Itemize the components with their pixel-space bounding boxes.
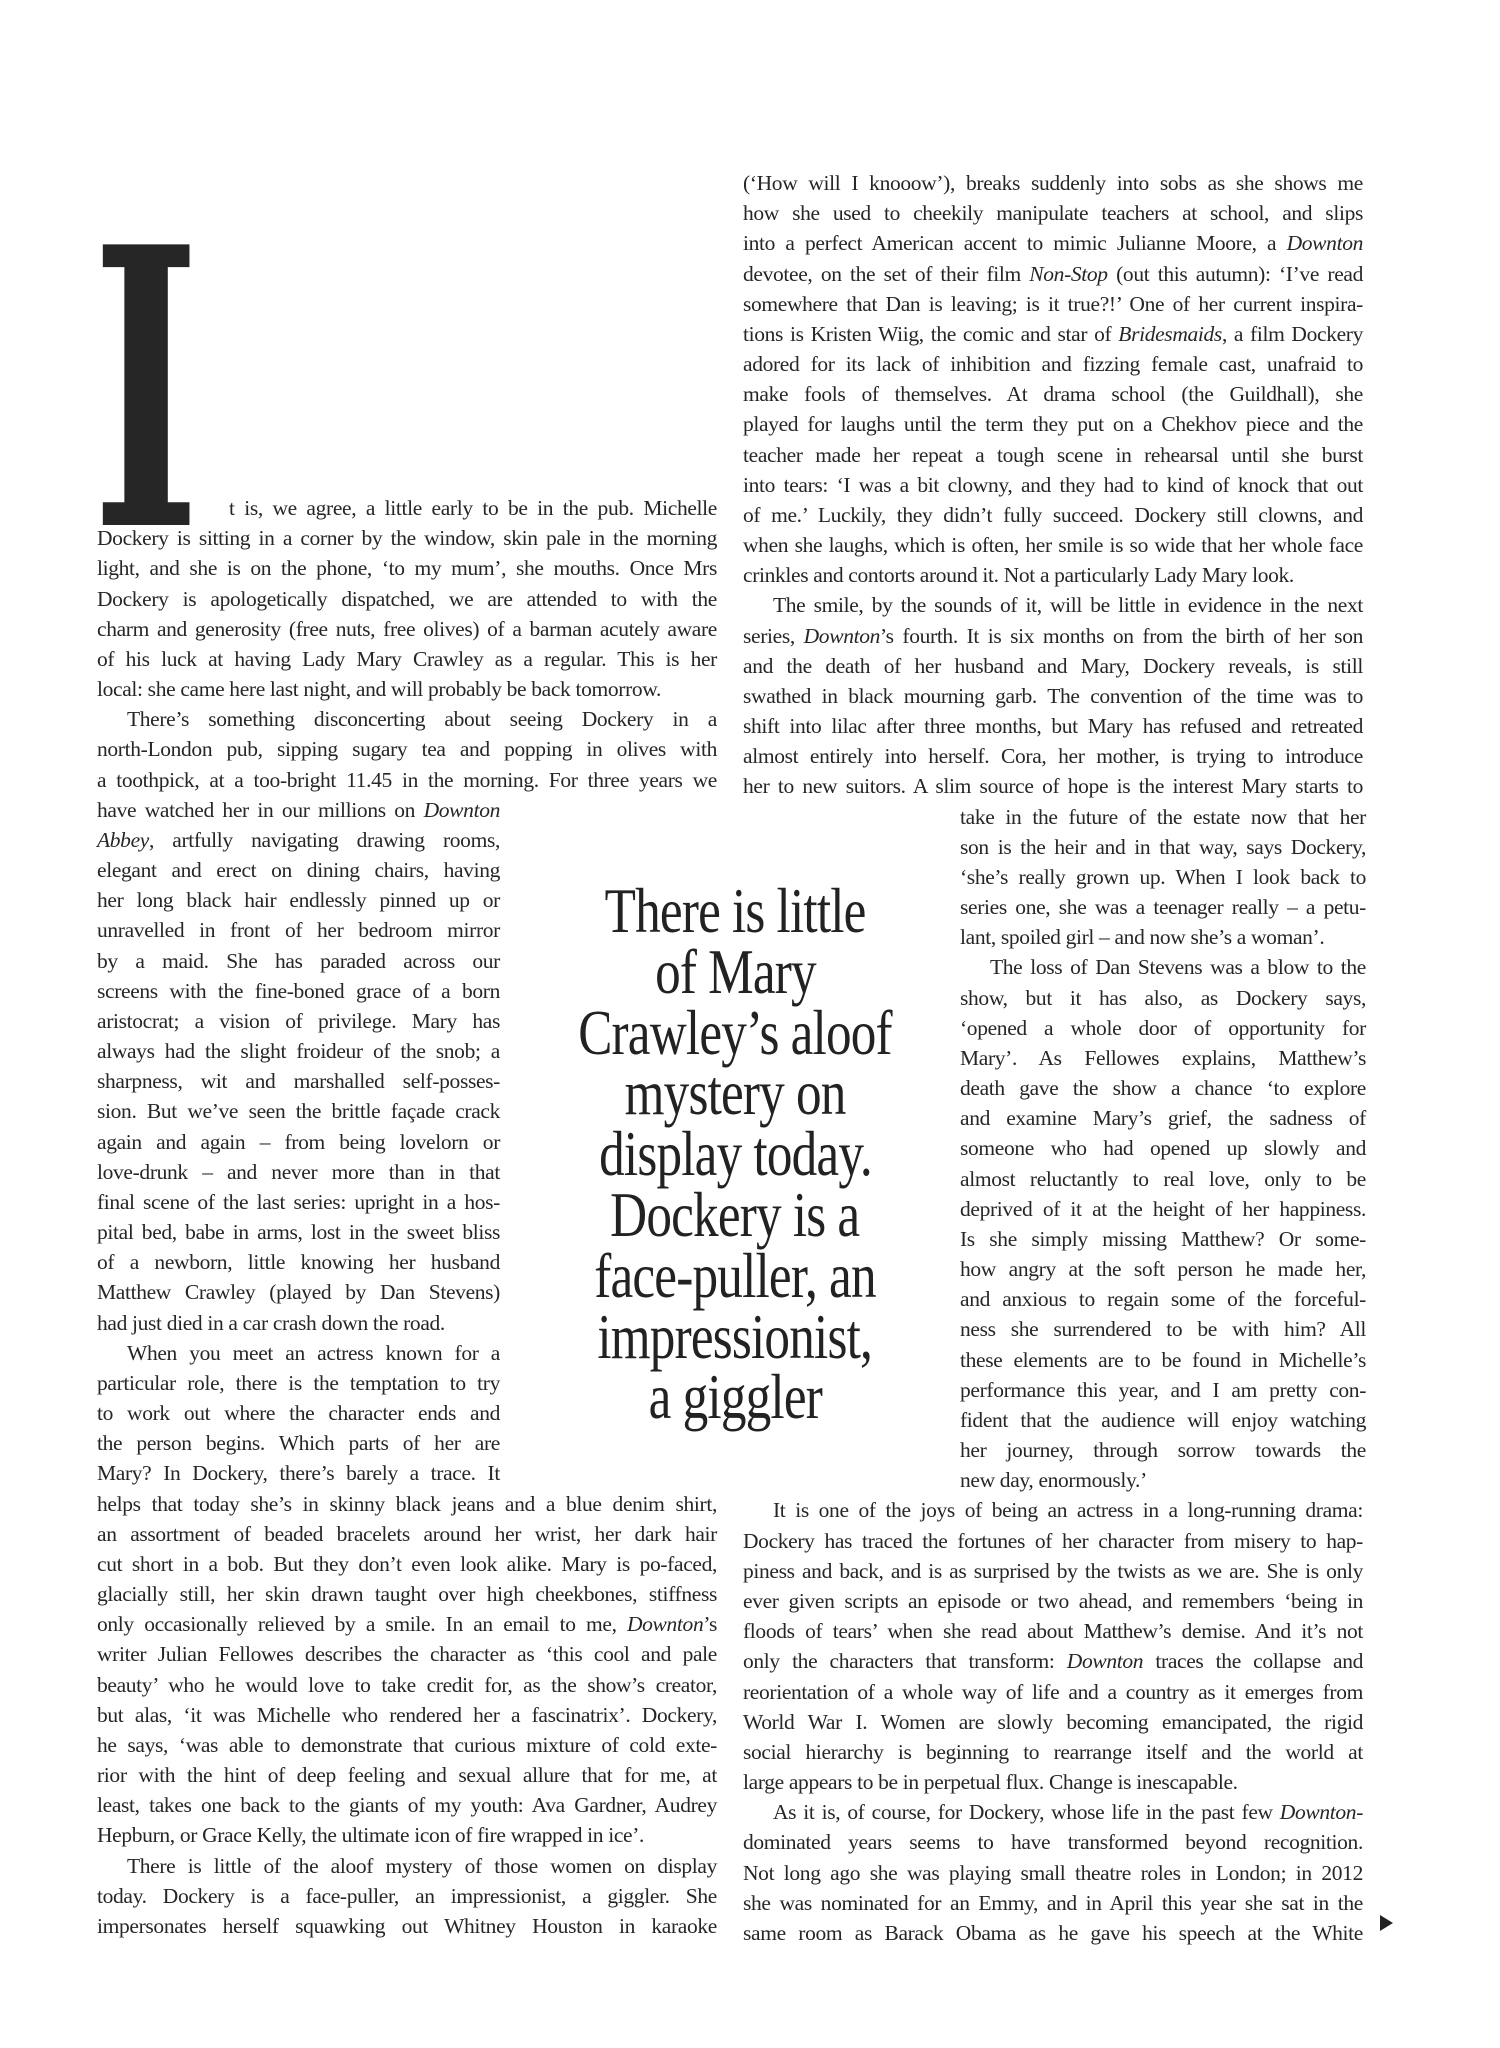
pull-quote-line xyxy=(435,1057,1035,1129)
pull-quote-line xyxy=(435,1361,1035,1433)
text-segment: beauty’ who he would love to take credit for, as the show’s creator, xyxy=(97,1672,717,1697)
text-segment: , a film Dockery xyxy=(1221,321,1363,346)
text-line xyxy=(97,1760,717,1790)
text-line xyxy=(97,1881,717,1911)
italic-title: Non-Stop xyxy=(1029,261,1108,286)
text-line xyxy=(743,1616,1363,1646)
text-segment: death gave the show a chance ‘to explore xyxy=(960,1076,1366,1101)
text-line xyxy=(743,259,1363,289)
text-line xyxy=(97,584,717,614)
text-segment: new day, enormously.’ xyxy=(960,1468,1147,1493)
pull-quote-line xyxy=(435,1179,1035,1250)
pull-quote-line xyxy=(435,1239,1035,1311)
text-segment: crinkles and contorts around it. Not a particularly Lady Mary look. xyxy=(743,563,1294,588)
pull-quote-text: impressionist, xyxy=(597,1300,873,1372)
italic-title: Downton xyxy=(1066,1649,1144,1674)
text-segment: particular role, there is the temptation to try xyxy=(97,1370,500,1395)
text-segment: floods of tears’ when she read about Matthew’s demise. And it’s not xyxy=(743,1619,1363,1644)
text-segment: a toothpick, at a too-bright 11.45 in the morning. For three years we xyxy=(97,767,717,792)
text-line xyxy=(960,802,1366,832)
italic-title: Downton xyxy=(1279,1800,1357,1825)
text-line xyxy=(97,1579,717,1609)
text-segment: As it is, of course, for Dockery, whose life in the past few xyxy=(773,1800,1280,1825)
text-segment: piness and back, and is as surprised by the twists as we are. She is only xyxy=(743,1558,1363,1583)
text-line xyxy=(743,349,1363,379)
text-segment: only the characters that transform: xyxy=(743,1649,1067,1674)
text-segment: ‘opened a whole door of opportunity for xyxy=(960,1015,1366,1040)
text-segment: her long black hair endlessly pinned up or xyxy=(97,888,500,913)
text-segment: cut short in a bob. But they don’t even look alike. Mary is po-faced, xyxy=(97,1551,717,1576)
text-line xyxy=(743,1918,1363,1948)
text-line xyxy=(773,1797,1363,1827)
text-segment: devotee, on the set of their film xyxy=(743,261,1030,286)
pull-quote-line xyxy=(435,935,1035,1007)
text-segment: into tears: ‘I was a bit clowny, and they had to kind of knock that out xyxy=(743,472,1363,497)
text-segment: Is she simply missing Matthew? Or some- xyxy=(960,1226,1366,1251)
text-segment: There is little of the aloof mystery of those women on display xyxy=(127,1853,717,1878)
text-segment: t is, we agree, a little early to be in the pub. Michelle xyxy=(229,496,717,520)
text-segment: by a maid. She has paraded across our xyxy=(97,948,500,973)
italic-title: Downton xyxy=(626,1612,704,1637)
text-line xyxy=(97,1609,717,1639)
text-segment: today. Dockery is a face-puller, an impressionist, a giggler. She xyxy=(97,1883,717,1908)
text-segment: shift into lilac after three months, but Mary has refused and retreated xyxy=(743,714,1363,739)
text-segment: pital bed, babe in arms, lost in the sweet bliss xyxy=(97,1220,500,1245)
text-line xyxy=(773,590,1363,620)
text-segment: when she laughs, which is often, her smile is so wide that her whole face xyxy=(743,533,1363,558)
text-segment: again and again – from being lovelorn or xyxy=(97,1129,500,1154)
text-segment: performance this year, and I am pretty con- xyxy=(960,1377,1366,1402)
text-line xyxy=(743,1707,1363,1737)
text-line xyxy=(960,1435,1366,1465)
text-line xyxy=(97,523,717,553)
text-line xyxy=(97,1790,717,1820)
text-line xyxy=(743,1556,1363,1586)
text-segment: unravelled in front of her bedroom mirror xyxy=(97,918,500,943)
text-segment: have watched her in our millions on xyxy=(97,797,424,822)
text-segment: traces the collapse and xyxy=(1143,1649,1363,1674)
text-segment: had just died in a car crash down the road. xyxy=(97,1310,445,1335)
text-line xyxy=(990,952,1366,982)
pull-quote-line xyxy=(435,1300,1035,1372)
text-segment: Dockery is apologetically dispatched, we are attended to with the xyxy=(97,586,717,611)
text-segment: lant, spoiled girl – and now she’s a woman’. xyxy=(960,925,1325,950)
pull-quote-text: mystery on xyxy=(624,1057,846,1129)
text-segment: these elements are to be found in Michelle’s xyxy=(960,1347,1366,1372)
text-segment: her journey, through sorrow towards the xyxy=(960,1438,1366,1463)
text-segment: tions is Kristen Wiig, the comic and star of xyxy=(743,321,1119,346)
text-segment: The loss of Dan Stevens was a blow to the xyxy=(990,955,1366,980)
text-segment: series one, she was a teenager really – a petu- xyxy=(960,895,1366,920)
text-line xyxy=(743,319,1363,349)
text-line xyxy=(97,644,717,674)
text-segment: north-London pub, sipping sugary tea and popping in olives with xyxy=(97,737,717,762)
text-segment: least, takes one back to the giants of my youth: Ava Gardner, Audrey xyxy=(97,1793,717,1818)
text-line xyxy=(743,621,1363,651)
text-line xyxy=(960,832,1366,862)
text-line xyxy=(743,228,1363,258)
text-line xyxy=(97,553,717,583)
pull-quote-text: a giggler xyxy=(648,1361,822,1433)
text-line xyxy=(127,1851,717,1881)
text-segment: but alas, ‘it was Michelle who rendered her a fascinatrix’. Dockery, xyxy=(97,1702,717,1727)
text-segment: Mary? In Dockery, there’s barely a trace. It xyxy=(97,1461,500,1486)
text-line xyxy=(97,1639,717,1669)
text-line xyxy=(97,1519,717,1549)
text-line xyxy=(97,614,717,644)
text-segment: adored for its lack of inhibition and fizzing female cast, unafraid to xyxy=(743,352,1363,377)
pull-quote-line xyxy=(435,875,1035,946)
pull-quote-line xyxy=(435,996,1035,1068)
text-line xyxy=(743,409,1363,439)
text-segment: deprived of it at the height of her happiness. xyxy=(960,1196,1366,1221)
text-segment: final scene of the last series: upright in a hos- xyxy=(97,1189,500,1214)
text-segment: of his luck at having Lady Mary Crawley as a regular. This is her xyxy=(97,646,717,671)
text-segment: writer Julian Fellowes describes the character as ‘this cool and pale xyxy=(97,1642,717,1667)
text-segment: ‘she’s really grown up. When I look back to xyxy=(960,864,1366,889)
text-segment: teacher made her repeat a tough scene in rehearsal until she burst xyxy=(743,442,1363,467)
text-segment: local: she came here last night, and will probably be back tomorrow. xyxy=(97,677,662,702)
text-segment: series, xyxy=(743,623,804,648)
text-segment: impersonates herself squawking out Whitney Houston in karaoke xyxy=(97,1913,717,1938)
text-line xyxy=(743,771,1363,801)
text-line xyxy=(743,1646,1363,1676)
text-segment: almost reluctantly to real love, only to be xyxy=(960,1166,1366,1191)
text-line xyxy=(743,651,1363,681)
text-segment: somewhere that Dan is leaving; is it true?!’ One of her current inspira- xyxy=(743,291,1363,316)
text-line xyxy=(743,289,1363,319)
text-segment: and the death of her husband and Mary, Dockery reveals, is still xyxy=(743,653,1363,678)
text-segment: Dockery has traced the fortunes of her character from misery to hap- xyxy=(743,1528,1363,1553)
text-segment: rior with the hint of deep feeling and sexual allure that for me, at xyxy=(97,1763,717,1788)
text-segment: love-drunk – and never more than in that xyxy=(97,1159,500,1184)
text-line xyxy=(743,1767,1363,1797)
text-segment: Not long ago she was playing small theatre roles in London; in 2012 xyxy=(743,1860,1363,1885)
italic-title: Downton xyxy=(803,623,881,648)
text-line xyxy=(743,711,1363,741)
text-line xyxy=(743,470,1363,500)
text-segment: fident that the audience will enjoy watching xyxy=(960,1407,1366,1432)
italic-title: Bridesmaids xyxy=(1118,321,1222,346)
text-line xyxy=(127,704,717,734)
text-line xyxy=(743,1586,1363,1616)
text-line xyxy=(97,1730,717,1760)
text-line xyxy=(229,493,717,523)
text-segment: into a perfect American accent to mimic Julianne Moore, a xyxy=(743,231,1287,256)
text-segment: large appears to be in perpetual flux. Change is inescapable. xyxy=(743,1770,1238,1794)
text-segment: screens with the fine-boned grace of a born xyxy=(97,978,500,1003)
text-segment: light, and she is on the phone, ‘to my mum’, she mouths. Once Mrs xyxy=(97,556,717,581)
text-segment: Dockery is sitting in a corner by the window, skin pale in the morning xyxy=(97,526,717,551)
text-segment: make fools of themselves. At drama school (the Guildhall), she xyxy=(743,382,1363,407)
text-line xyxy=(743,1858,1363,1888)
text-line xyxy=(97,1458,500,1488)
text-segment: and examine Mary’s grief, the sadness of xyxy=(960,1106,1366,1131)
text-segment: someone who had opened up slowly and xyxy=(960,1136,1366,1161)
text-segment: how angry at the soft person he made her, xyxy=(960,1257,1366,1282)
text-line xyxy=(97,825,500,855)
text-segment: When you meet an actress known for a xyxy=(127,1340,500,1365)
text-segment: swathed in black mourning garb. The convention of the time was to xyxy=(743,683,1363,708)
text-segment: Mary’. As Fellowes explains, Matthew’s xyxy=(960,1045,1366,1070)
text-line xyxy=(97,1428,500,1458)
italic-title: Abbey xyxy=(97,827,149,852)
text-segment: of me.’ Luckily, they didn’t fully succeed. Dockery still clowns, and xyxy=(743,502,1363,527)
text-line xyxy=(743,1677,1363,1707)
text-segment: he says, ‘was able to demonstrate that curious mixture of cold exte- xyxy=(97,1732,717,1757)
text-segment: social hierarchy is beginning to rearrange itself and the world at xyxy=(743,1739,1363,1764)
text-segment: only occasionally relieved by a smile. In an email to me, xyxy=(97,1612,627,1637)
text-segment: elegant and erect on dining chairs, having xyxy=(97,858,500,883)
text-line xyxy=(97,1670,717,1700)
text-segment: take in the future of the estate now that her xyxy=(960,804,1366,829)
text-segment: of a newborn, little knowing her husband xyxy=(97,1250,500,1275)
text-segment: (out this autumn): ‘I’ve read xyxy=(1107,261,1363,286)
text-segment: and anxious to regain some of the forceful- xyxy=(960,1287,1366,1312)
text-segment: helps that today she’s in skinny black jeans and a blue denim shirt, xyxy=(97,1491,717,1516)
text-segment: ness she surrendered to be with him? All xyxy=(960,1317,1366,1342)
text-line xyxy=(97,1911,717,1941)
text-line xyxy=(743,1888,1363,1918)
text-segment: charm and generosity (free nuts, free olives) of a barman acutely aware xyxy=(97,616,717,641)
text-line xyxy=(743,198,1363,228)
text-line xyxy=(743,440,1363,470)
text-segment: always had the slight froideur of the snob; a xyxy=(97,1039,500,1064)
text-segment: (‘How will I knooow’), breaks suddenly into sobs as she shows me xyxy=(743,171,1363,195)
text-segment: show, but it has also, as Dockery says, xyxy=(960,985,1366,1010)
text-segment: sharpness, wit and marshalled self-posses- xyxy=(97,1069,500,1094)
text-segment: , artfully navigating drawing rooms, xyxy=(148,827,500,852)
text-segment: The smile, by the sounds of it, will be little in evidence in the next xyxy=(773,593,1363,618)
text-segment: her to new suitors. A slim source of hope is the interest Mary starts to xyxy=(743,774,1363,799)
italic-title: Downton xyxy=(423,797,500,822)
pull-quote-text: face-puller, an xyxy=(594,1239,876,1311)
pull-quote-text: There is little xyxy=(604,875,866,946)
text-line xyxy=(97,1820,717,1850)
text-segment: ’s fourth. It is six months on from the birth of her son xyxy=(880,623,1363,648)
text-line xyxy=(773,1495,1363,1525)
text-line xyxy=(743,560,1363,590)
text-segment: Hepburn, or Grace Kelly, the ultimate icon of fire wrapped in ice’. xyxy=(97,1823,645,1848)
text-segment: how she used to cheekily manipulate teachers at school, and slips xyxy=(743,201,1363,226)
text-segment: glacially still, her skin drawn taught over high cheekbones, stiffness xyxy=(97,1582,717,1607)
text-line xyxy=(97,674,717,704)
text-line xyxy=(743,379,1363,409)
text-segment: aristocrat; a vision of privilege. Mary has xyxy=(97,1008,500,1033)
text-segment: It is one of the joys of being an actress in a long-running drama: xyxy=(773,1498,1363,1523)
pull-quote-text: display today. xyxy=(598,1118,872,1190)
text-line xyxy=(97,765,717,795)
text-line xyxy=(743,681,1363,711)
text-line xyxy=(97,1549,717,1579)
pull-quote-text: Dockery is a xyxy=(610,1179,860,1250)
text-segment: an assortment of beaded bracelets around her wrist, her dark hair xyxy=(97,1521,717,1546)
text-segment: ’s xyxy=(703,1612,717,1637)
text-line xyxy=(743,1526,1363,1556)
text-line xyxy=(960,1465,1366,1495)
text-line xyxy=(743,530,1363,560)
text-segment: reorientation of a whole way of life and a country as it emerges from xyxy=(743,1679,1363,1704)
pull-quote-line xyxy=(435,1118,1035,1190)
text-line xyxy=(743,1827,1363,1857)
pull-quote-text: Crawley’s aloof xyxy=(578,996,892,1068)
text-segment: to work out where the character ends and xyxy=(97,1401,500,1426)
text-segment: World War I. Women are slowly becoming emancipated, the rigid xyxy=(743,1709,1363,1734)
drop-cap: I xyxy=(92,163,201,616)
text-segment: she was nominated for an Emmy, and in April this year she sat in the xyxy=(743,1890,1363,1915)
text-line xyxy=(97,1489,717,1519)
text-segment: Matthew Crawley (played by Dan Stevens) xyxy=(97,1280,500,1305)
text-segment: son is the heir and in that way, says Dockery, xyxy=(960,834,1366,859)
text-segment: played for laughs until the term they put on a Chekhov piece and the xyxy=(743,412,1363,437)
italic-title: Downton xyxy=(1286,231,1363,256)
pull-quote-text: of Mary xyxy=(654,935,816,1007)
text-line xyxy=(743,500,1363,530)
text-segment: ever given scripts an episode or two ahead, and remembers ‘being in xyxy=(743,1588,1363,1613)
text-segment: almost entirely into herself. Cora, her mother, is trying to introduce xyxy=(743,744,1363,769)
text-segment: dominated years seems to have transformed beyond recognition. xyxy=(743,1830,1363,1855)
text-line xyxy=(97,1700,717,1730)
text-segment: There’s something disconcerting about seeing Dockery in a xyxy=(127,707,717,732)
text-segment: the person begins. Which parts of her are xyxy=(97,1431,500,1456)
text-segment: same room as Barack Obama as he gave his speech at the White xyxy=(743,1920,1363,1945)
text-line xyxy=(743,1737,1363,1767)
text-line xyxy=(743,741,1363,771)
text-line xyxy=(97,795,500,825)
text-segment: - xyxy=(1356,1800,1363,1825)
text-line xyxy=(97,734,717,764)
text-segment: sion. But we’ve seen the brittle façade crack xyxy=(97,1099,500,1124)
text-line xyxy=(743,168,1363,198)
triangle-right-icon xyxy=(1380,1915,1393,1931)
